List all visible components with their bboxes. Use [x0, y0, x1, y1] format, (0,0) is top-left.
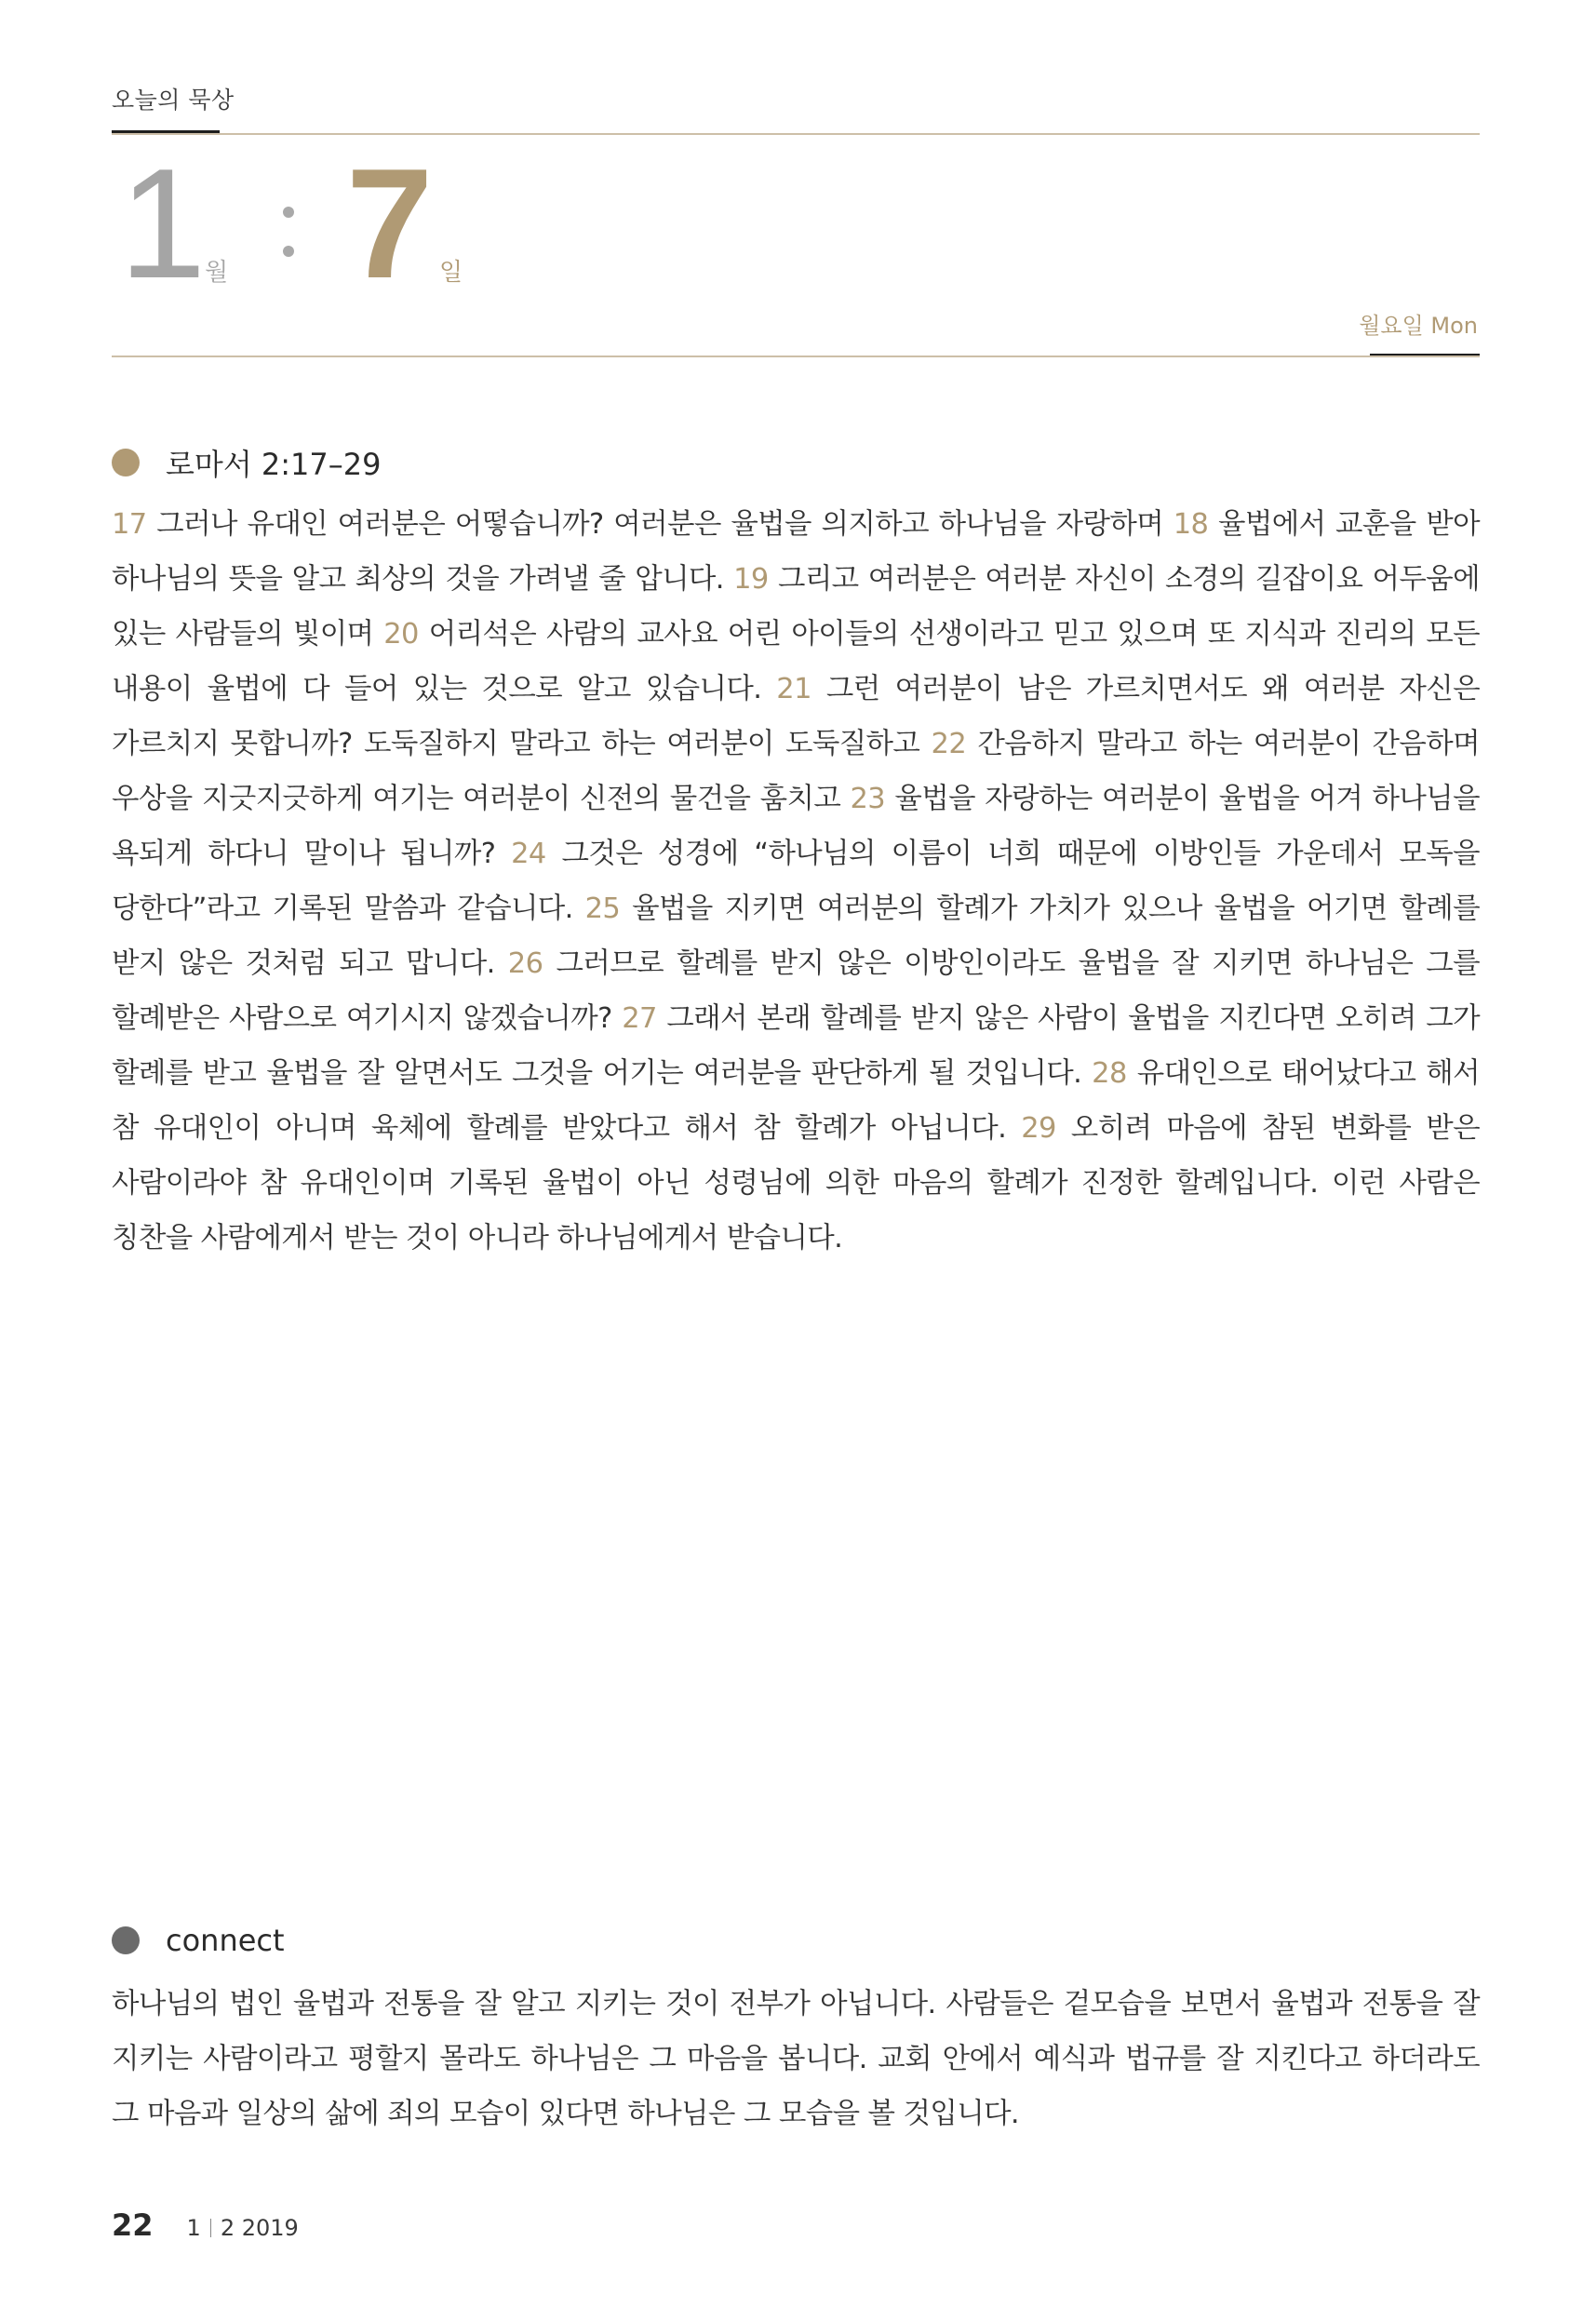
day-number: 7	[346, 136, 434, 311]
scripture-bullet-icon	[112, 449, 140, 476]
verse-text: 율법을 자랑하는 여러분이 율법을 어겨 하나님을 욕되게 하다니 말이나 됩니까?	[112, 783, 1480, 870]
page-footer	[112, 2207, 299, 2243]
issue-separator	[210, 2219, 211, 2237]
verse-number: 24	[511, 838, 546, 870]
issue-month: 1	[186, 2215, 201, 2241]
weekday-label: 월요일 Mon	[1359, 313, 1478, 339]
verse-number: 20	[383, 618, 419, 651]
page-number: 22	[112, 2207, 154, 2243]
verse-text: 그러나 유대인 여러분은 어떻습니까? 여러분은 율법을 의지하고 하나님을 자랑하며	[146, 508, 1174, 541]
top-divider	[112, 133, 1480, 135]
month-unit: 월	[205, 259, 229, 287]
verse-number: 28	[1092, 1057, 1127, 1090]
issue-year: 2019	[241, 2215, 299, 2241]
verse-number: 27	[622, 1002, 657, 1035]
verse-number: 26	[507, 947, 543, 980]
verse-number: 21	[776, 673, 811, 705]
connect-title: connect	[166, 1923, 285, 1958]
verse-number: 17	[112, 508, 147, 541]
month-number: 1	[119, 136, 207, 311]
scripture-reference: 로마서 2:17–29	[166, 447, 382, 482]
verse-text: 유대인으로 태어났다고 해서 참 유대인이 아니며 육체에 할례를 받았다고 해서 참 할례가 아닙니다.	[112, 1057, 1481, 1145]
connect-heading	[112, 1923, 285, 1958]
scripture-heading	[112, 441, 382, 484]
bottom-divider	[112, 356, 1480, 357]
verse-text: 율법에서 교훈을 받아 하나님의 뜻을 알고 최상의 것을 가려낼 줄 압니다.	[112, 508, 1480, 596]
colon-dot-bottom	[283, 246, 294, 257]
verse-number: 29	[1021, 1112, 1056, 1145]
scripture-text	[112, 497, 1480, 1266]
verse-number: 23	[850, 783, 886, 815]
issue-info	[187, 2215, 299, 2241]
verse-text: 그리고 여러분은 여러분 자신이 소경의 길잡이요 어두움에 있는 사람들의 빛이며	[112, 563, 1480, 651]
verse-text: 어리석은 사람의 교사요 어린 아이들의 선생이라고 믿고 있으며 또 지식과 진리의 모든 내용이 율법에 다 들어 있는 것으로 알고 있습니다.	[112, 618, 1480, 705]
verse-number: 25	[584, 892, 621, 925]
verse-text: 그래서 본래 할례를 받지 않은 사람이 율법을 지킨다면 오히려 그가 할례를 받고 율법을 잘 알면서도 그것을 어기는 여러분을 판단하게 될 것입니다.	[112, 1002, 1480, 1090]
verse-number: 18	[1173, 508, 1209, 541]
verse-text: 간음하지 말라고 하는 여러분이 간음하며 우상을 지긋지긋하게 여기는 여러분이 신전의 물건을 훔치고	[112, 728, 1480, 815]
verse-text: 율법을 지키면 여러분의 할례가 가치가 있으나 율법을 어기면 할례를 받지 않은 것처럼 되고 맙니다.	[112, 892, 1480, 980]
day-unit: 일	[439, 259, 463, 287]
connect-text: 하나님의 법인 율법과 전통을 잘 알고 지키는 것이 전부가 아닙니다. 사람들은 겉모습을 보면서 율법과 전통을 잘 지키는 사람이라고 평할지 몰라도 하나님은 그 마음을 봅니다. 교회 안에서 예식과 법규를 잘 지킨다고 하더라도 그 마음과 일상의 삶에 죄의 모습이 있다면 하나님은 그 모습을 볼 것입니다.	[112, 1988, 1480, 2130]
verse-text: 오히려 마음에 참된 변화를 받은 사람이라야 참 유대인이며 기록된 율법이 아닌 성령님에 의한 마음의 할례가 진정한 할례입니다. 이런 사람은 칭찬을 사람에게서 받는 것이 아니라 하나님에게서 받습니다.	[112, 1112, 1480, 1255]
verse-number: 19	[733, 563, 769, 596]
colon-dot-top	[283, 207, 294, 218]
issue-month-2: 2	[220, 2215, 235, 2241]
verse-text: 그러므로 할례를 받지 않은 이방인이라도 율법을 잘 지키면 하나님은 그를 할례받은 사람으로 여기시지 않겠습니까?	[112, 947, 1480, 1035]
verse-text: 그것은 성경에 “하나님의 이름이 너희 때문에 이방인들 가운데서 모독을 당한다”라고 기록된 말씀과 같습니다.	[112, 838, 1480, 925]
connect-bullet-icon	[112, 1926, 140, 1954]
section-label: 오늘의 묵상	[112, 87, 235, 114]
verse-text: 그런 여러분이 남은 가르치면서도 왜 여러분 자신은 가르치지 못합니까? 도둑질하지 말라고 하는 여러분이 도둑질하고	[112, 673, 1480, 760]
verse-number: 22	[931, 728, 967, 760]
